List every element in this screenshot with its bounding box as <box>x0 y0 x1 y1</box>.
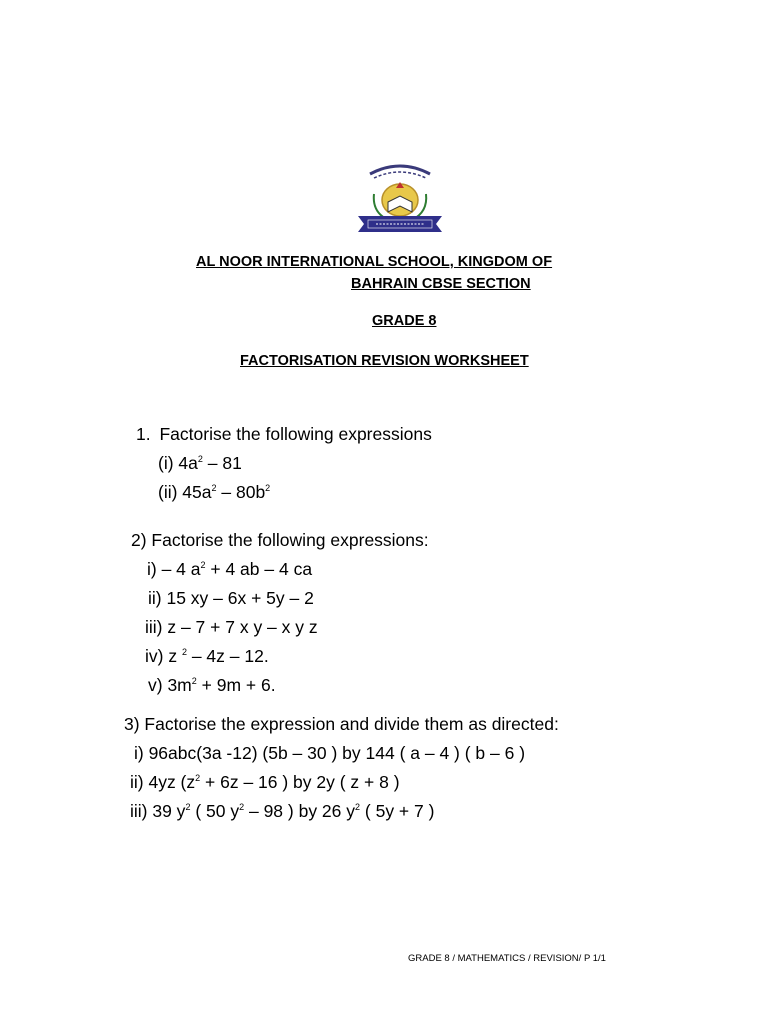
q1-prompt <box>136 423 432 445</box>
q1-item-2: (ii) $45a^2 - 80b^2$ <box>158 482 271 502</box>
school-name-line2: BAHRAIN CBSE SECTION <box>351 276 531 292</box>
school-logo <box>352 156 448 238</box>
q3-item-2: ii) 4yz ($z^2 + 6z - 16$ ) by 2y ( z + 8 ) <box>130 772 400 792</box>
q3-item-3: iii) 39 $y^2$ ( 50 $y^2 - 98$ ) by 26 $y^2$ ( 5y + 7 ) <box>130 801 435 821</box>
q2-item-1: i) – 4 $a^2 + 4$ ab – 4 ca <box>147 559 313 579</box>
worksheet-title: FACTORISATION REVISION WORKSHEET <box>240 353 529 369</box>
q1-item-1: (i) $4a^2 - 81$ <box>158 453 242 473</box>
q2-item-3: iii) z – 7 + 7 x y – x y z <box>145 617 318 637</box>
q2-item-4: iv) z $^2$ – 4z – 12. <box>145 646 269 666</box>
q1-text: Factorise the following expressions <box>159 424 432 444</box>
school-name-line1: AL NOOR INTERNATIONAL SCHOOL, KINGDOM OF <box>196 254 553 270</box>
q3-prompt: 3) Factorise the expression and divide them as directed: <box>124 714 559 734</box>
q2-item-2: ii) 15 xy – 6x + 5y – 2 <box>148 588 314 608</box>
q2-prompt: 2) Factorise the following expressions: <box>131 530 429 550</box>
q1-number: 1. <box>136 424 151 444</box>
q2-item-5: v) $3m^2 + 9m + 6$. <box>148 675 276 695</box>
q3-item-1: i) 96abc(3a -12) (5b – 30 ) by 144 ( a – 4 ) ( b – 6 ) <box>134 743 526 763</box>
page-footer: GRADE 8 / MATHEMATICS / REVISION/ P 1/1 <box>408 953 606 964</box>
grade-heading: GRADE 8 <box>372 313 437 329</box>
